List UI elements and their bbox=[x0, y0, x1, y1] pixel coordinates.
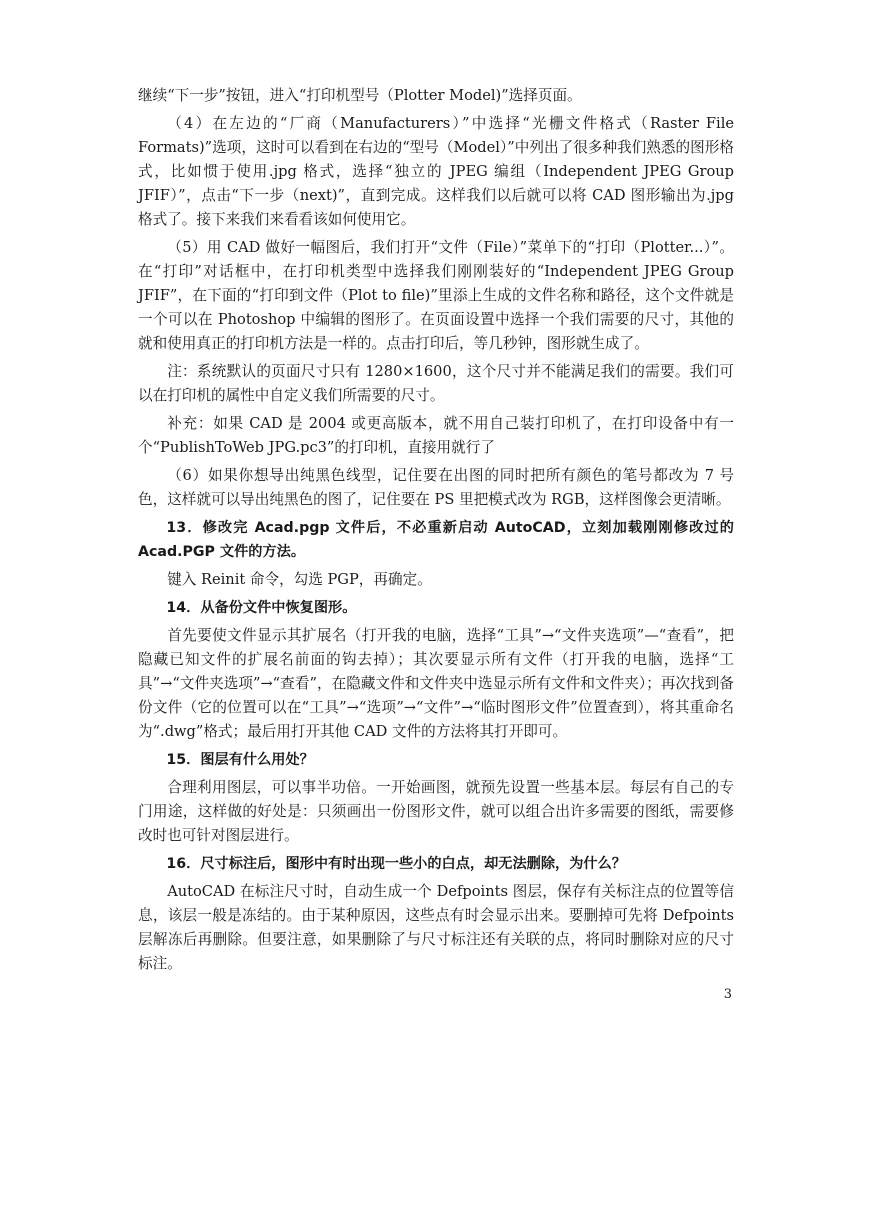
section-body-13: 键入 Reinit 命令，勾选 PGP，再确定。 bbox=[167, 571, 432, 588]
note-paragraph: 注：系统默认的页面尺寸只有 1280×1600，这个尺寸并不能满足我们的需要。我们可以在打印机的属性中自定义我们所需要的尺寸。 bbox=[138, 363, 734, 404]
section-heading-13: 13．修改完 Acad.pgp 文件后，不必重新启动 AutoCAD，立刻加载刚刚修改过的 Acad.PGP 文件的方法。 bbox=[138, 520, 734, 560]
paragraph: （6）如果你想导出纯黑色线型，记住要在出图的同时把所有颜色的笔号都改为 7 号色，这样就可以导出纯黑色的图了，记住要在 PS 里把模式改为 RGB，这样图像会更清晰。 bbox=[138, 467, 734, 508]
paragraph: 继续“下一步”按钮，进入“打印机型号（Plotter Model)”选择页面。 bbox=[138, 87, 582, 104]
section-body-15: 合理利用图层，可以事半功倍。一开始画图，就预先设置一些基本层。每层有自己的专门用途，这样做的好处是：只须画出一份图形文件，就可以组合出许多需要的图纸，需要修改时也可针对图层进行。 bbox=[138, 779, 734, 844]
section-body-16: AutoCAD 在标注尺寸时，自动生成一个 Defpoints 图层，保存有关标注点的位置等信息，该层一般是冻结的。由于某种原因，这些点有时会显示出来。要删掉可先将 Defpoints 层解冻后再删除。但要注意，如果删除了与尺寸标注还有关联的点，将同时删除对应的尺寸标注。 bbox=[138, 883, 734, 972]
section-heading-16: 16．尺寸标注后，图形中有时出现一些小的白点，却无法删除，为什么？ bbox=[166, 856, 626, 872]
supplement-paragraph: 补充：如果 CAD 是 2004 或更高版本，就不用自己装打印机了，在打印设备中有一个“PublishToWeb JPG.pc3”的打印机，直接用就行了 bbox=[138, 415, 734, 456]
document-page bbox=[138, 84, 734, 980]
section-body-14: 首先要使文件显示其扩展名（打开我的电脑，选择“工具”→“文件夹选项”—“查看”，把隐藏已知文件的扩展名前面的钩去掉）；其次要显示所有文件（打开我的电脑，选择“工具”→“文件夹选项”→“查看”，在隐藏文件和文件夹中选显示所有文件和文件夹）；再次找到备份文件（它的位置可以在“工具”→“选项”→“文件”→“临时图形文件”位置查到），将其重命名为“.dwg”格式；最后用打开其他 CAD 文件的方法将其打开即可。 bbox=[138, 627, 734, 740]
paragraph: （5）用 CAD 做好一幅图后，我们打开“文件（File）”菜单下的“打印（Plotter...）”。在“打印”对话框中，在打印机类型中选择我们刚刚装好的“Independent JPEG Group JFIF”，在下面的“打印到文件（Plot to file)”里添上生成的文件名称和路径，这个文件就是一个可以在 Photoshop 中编辑的图形了。在页面设置中选择一个我们需要的尺寸，其他的就和使用真正的打印机方法是一样的。点击打印后，等几秒钟，图形就生成了。 bbox=[138, 239, 734, 352]
section-heading-14: 14．从备份文件中恢复图形。 bbox=[166, 600, 357, 616]
page-number: 3 bbox=[723, 987, 732, 1002]
section-heading-15: 15．图层有什么用处？ bbox=[166, 752, 314, 768]
paragraph: （4）在左边的“厂商（Manufacturers）”中选择“光栅文件格式（Raster File Formats)”选项，这时可以看到在右边的“型号（Model）”中列出了很多种我们熟悉的图形格式，比如惯于使用.jpg 格式，选择“独立的 JPEG 编组（Independent JPEG Group JFIF）”，点击“下一步（next)”，直到完成。这样我们以后就可以将 CAD 图形输出为.jpg 格式了。接下来我们来看看该如何使用它。 bbox=[138, 115, 734, 228]
